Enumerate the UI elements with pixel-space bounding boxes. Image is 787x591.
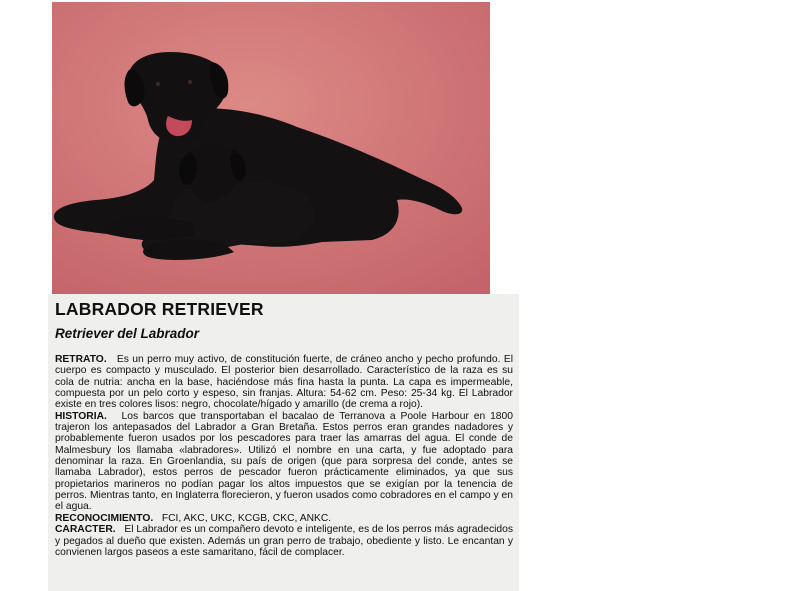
section-retrato (55, 354, 513, 411)
section-heading: HISTORIA. (55, 410, 107, 422)
dogs-photo (52, 2, 490, 294)
adult-dog-eye-right (188, 80, 192, 84)
article-body (55, 354, 513, 558)
section-heading: RETRATO. (55, 354, 107, 365)
section-text: El Labrador es un compañero devoto e inteligente, es de los perros más agradecidos y pegados al dueño que existen. Además un gran perro de trabajo, obediente y listo. Le encantan y convienen largos paseos a este samaritano, fácil de complacer. (55, 524, 513, 558)
section-heading: CARACTER. (55, 524, 116, 536)
section-reconocimiento (55, 513, 513, 524)
breed-subtitle: Retriever del Labrador (55, 326, 200, 341)
dogs-illustration (52, 2, 490, 294)
section-text: Es un perro muy activo, de constitución fuerte, de cráneo ancho y pecho profundo. El cuerpo es compacto y musculado. El posterior bien desarrollado. Característico de la raza es su cola de nutria: ancha en la base, haciéndose más fina hasta la punta. La capa es impermeable, compuesta por un pelo corto y espeso, sin franjas. Altura: 54-62 cm. Peso: 25-34 kg. El Labrador existe en tres colores lisos: negro, chocolate/hígado y amarillo (de crema a rojo). (55, 354, 513, 411)
breed-article (48, 294, 519, 591)
adult-dog-eye-left (156, 82, 160, 86)
section-caracter (55, 524, 513, 558)
section-text: FCI, AKC, UKC, KCGB, CKC, ANKC. (161, 512, 332, 524)
section-text: Los barcos que transportaban el bacalao de Terranova a Poole Harbour en 1800 trajeron los antepasados del Labrador a Gran Bretaña. Estos perros eran grandes nadadores y probablemente fueron usados por los pescadores para traer las amarras del agua. El conde de Malmesbury los llamaba «labradores». Utilizó el nombre en una carta, y fue adoptado para denominar la raza. En Groenlandia, su país de origen (que para sorpresa del conde, antes se llamaba Labrador), estos perros de pescador fueron prácticamente eliminados, ya que sus propietarios marineros no podían pagar los altos impuestos que se exigían por la tenencia de perros. Mientras tanto, en Inglaterra florecieron, y fueron usados como cobradores en el campo y en el agua. (55, 410, 513, 513)
section-heading: RECONOCIMIENTO. (55, 512, 154, 524)
breed-title: LABRADOR RETRIEVER (55, 299, 264, 319)
section-historia (55, 411, 513, 513)
